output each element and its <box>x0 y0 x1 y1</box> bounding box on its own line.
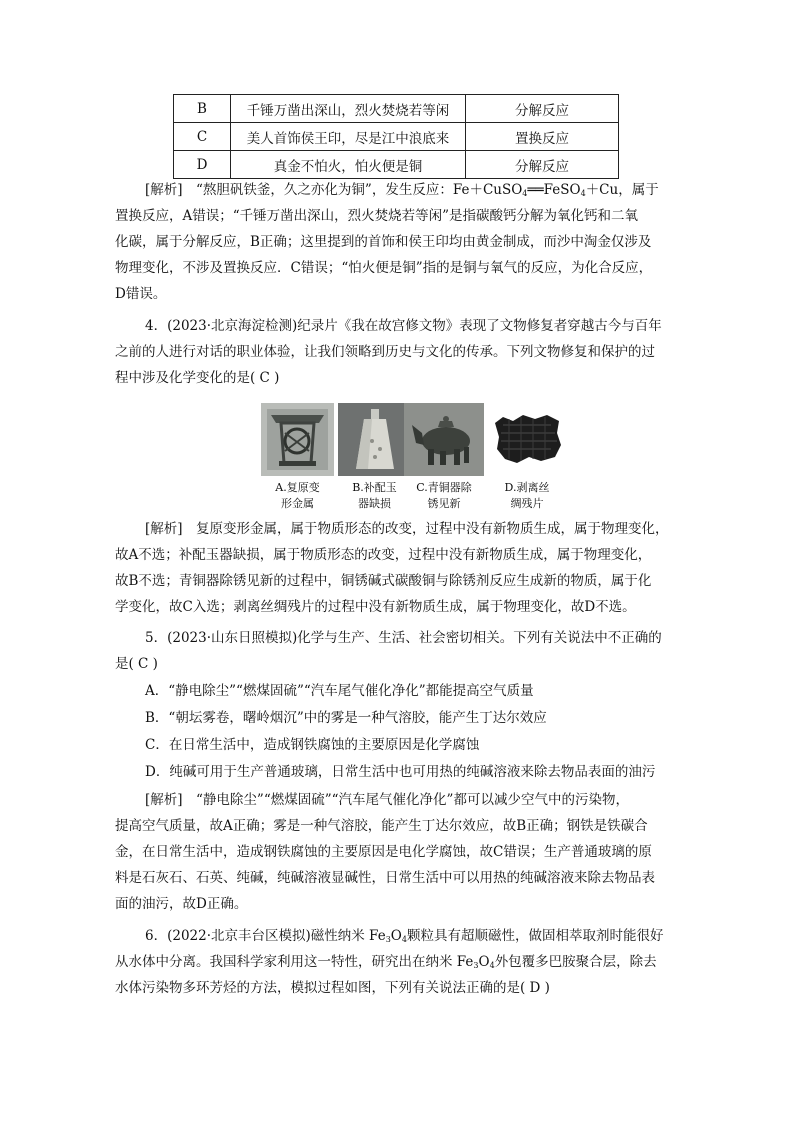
silk-fragment-image <box>489 403 565 476</box>
bronze-beast-image <box>404 403 484 476</box>
q4-analysis-line: 故B不选；青铜器除锈见新的过程中，铜锈碱式碳酸铜与除锈剂反应生成新的物质，属于化 <box>115 573 652 589</box>
stem-text: 颗粒具有超顺磁性，做固相萃取剂时能很好 <box>406 928 664 944</box>
poem-text: 千锤万凿出深山，烈火焚烧若等闲 <box>231 95 466 123</box>
q3-analysis-line: 化碳，属于分解反应，B正确；这里提到的首饰和侯王印均由黄金制成，而沙中淘金仅涉及 <box>115 234 652 250</box>
subscript: 4 <box>522 189 528 198</box>
caption-line: 绸残片 <box>510 497 544 510</box>
caption-line: C.青铜器除 <box>416 481 472 494</box>
analysis-text: ══FeSO <box>527 182 581 198</box>
subscript: 4 <box>401 935 407 944</box>
q4-stem-line: 程中涉及化学变化的是( C ) <box>115 370 280 386</box>
bronze-beast-icon <box>404 403 484 476</box>
analysis-text: ＋Cu，属于 <box>585 182 659 198</box>
q5-option-c: C．在日常生活中，造成钢铁腐蚀的主要原因是化学腐蚀 <box>145 737 480 753</box>
q5-analysis-line: 提高空气质量，故A正确；雾是一种气溶胶，能产生丁达尔效应，故B正确；钢铁是铁碳合 <box>115 818 648 834</box>
caption-line: 器缺损 <box>358 497 391 510</box>
table-row <box>174 123 619 151</box>
caption-line: B.补配玉 <box>352 481 397 494</box>
q4-analysis-line: 学变化，故C入选；剥离丝绸残片的过程中没有新物质生成，属于物理变化，故D不选。 <box>115 599 636 615</box>
stem-text: O <box>478 954 490 970</box>
silk-fragment-icon <box>489 403 565 476</box>
subscript: 3 <box>385 935 391 944</box>
jade-bell-image <box>338 403 411 476</box>
q3-analysis-line: 物理变化，不涉及置换反应．C错误；“怕火便是铜”指的是铜与氧气的反应，为化合反应， <box>115 260 653 276</box>
q3-analysis-line: 置换反应，A错误；“千锤万凿出深山，烈火焚烧若等闲”是指碳酸钙分解为氧化钙和二氧 <box>115 208 639 224</box>
subscript: 4 <box>580 189 586 198</box>
caption-line: A.复原变 <box>275 481 320 494</box>
option-letter: B <box>174 95 231 123</box>
caption-line: 锈见新 <box>427 497 461 510</box>
poem-text: 美人首饰侯王印，尽是江中浪底来 <box>231 123 466 151</box>
q5-option-b: B．“朝坛雾卷，曙岭烟沉”中的雾是一种气溶胶，能产生丁达尔效应 <box>145 710 547 726</box>
image-caption <box>403 480 485 512</box>
q5-analysis-line: 金，在日常生活中，造成钢铁腐蚀的主要原因是电化学腐蚀，故C错误；生产普通玻璃的原 <box>115 844 652 860</box>
q5-stem-line: 5．(2023·山东日照模拟)化学与生产、生活、社会密切相关。下列有关说法中不正确的 <box>145 630 662 646</box>
q5-stem-line: 是( C ) <box>115 656 158 672</box>
q4-analysis-line: 故A不选；补配玉器缺损，属于物质形态的改变，过程中没有新物质生成，属于物理变化， <box>115 547 652 563</box>
q5-option-d: D．纯碱可用于生产普通玻璃，日常生活中也可用热的纯碱溶液来除去物品表面的油污 <box>145 764 656 780</box>
q6-stem-line <box>145 926 663 950</box>
jade-bell-icon <box>338 403 411 476</box>
bronze-frame-icon <box>261 403 334 476</box>
q5-analysis-line: 料是石灰石、石英、纯碱，纯碱溶液显碱性，日常生活中可以用热的纯碱溶液来除去物品表 <box>115 870 655 886</box>
option-letter: D <box>174 151 231 179</box>
image-caption <box>259 480 336 512</box>
table-row <box>174 95 619 123</box>
q4-stem-line: 4．(2023·北京海淀检测)纪录片《我在故宫修文物》表现了文物修复者穿越古今与百年 <box>145 318 662 334</box>
q6-stem-line: 水体污染物多环芳烃的方法，模拟过程如图，下列有关说法正确的是( D ) <box>115 980 550 996</box>
analysis-text: [解析] “熬胆矾铁釜，久之亦化为铜”，发生反应：Fe＋CuSO <box>145 182 523 198</box>
q6-stem-line <box>115 952 657 976</box>
reaction-type: 分解反应 <box>466 151 619 179</box>
image-caption <box>336 480 413 512</box>
caption-line: 形金属 <box>281 497 314 510</box>
q5-analysis-line: 面的油污，故D正确。 <box>115 896 248 912</box>
q4-analysis-line: [解析] 复原变形金属，属于物质形态的改变，过程中没有新物质生成，属于物理变化， <box>145 521 669 537</box>
stem-text: 6．(2022·北京丰台区模拟)磁性纳米 Fe <box>145 928 386 944</box>
q3-analysis-line: D错误。 <box>115 286 167 302</box>
table-row <box>174 151 619 179</box>
reaction-type: 置换反应 <box>466 123 619 151</box>
image-caption <box>486 480 568 512</box>
stem-text: O <box>390 928 402 944</box>
option-letter: C <box>174 123 231 151</box>
stem-text: 外包覆多巴胺聚合层，除去 <box>494 954 657 970</box>
subscript: 3 <box>473 961 479 970</box>
caption-line: D.剥离丝 <box>504 481 550 494</box>
q4-stem-line: 之前的人进行对话的职业体验，让我们领略到历史与文化的传承。下列文物修复和保护的过 <box>115 344 655 360</box>
reaction-type: 分解反应 <box>466 95 619 123</box>
q5-option-a: A．“静电除尘”“燃煤固硫”“汽车尾气催化净化”都能提高空气质量 <box>145 683 534 699</box>
subscript: 4 <box>489 961 495 970</box>
q3-analysis-line <box>145 180 659 204</box>
bronze-frame-image <box>261 403 334 476</box>
options-table <box>173 94 619 179</box>
poem-text: 真金不怕火，怕火便是铜 <box>231 151 466 179</box>
stem-text: 从水体中分离。我国科学家利用这一特性，研究出在纳米 Fe <box>115 954 474 970</box>
q5-analysis-line: [解析] “静电除尘”“燃煤固硫”“汽车尾气催化净化”都可以减少空气中的污染物， <box>145 792 629 808</box>
